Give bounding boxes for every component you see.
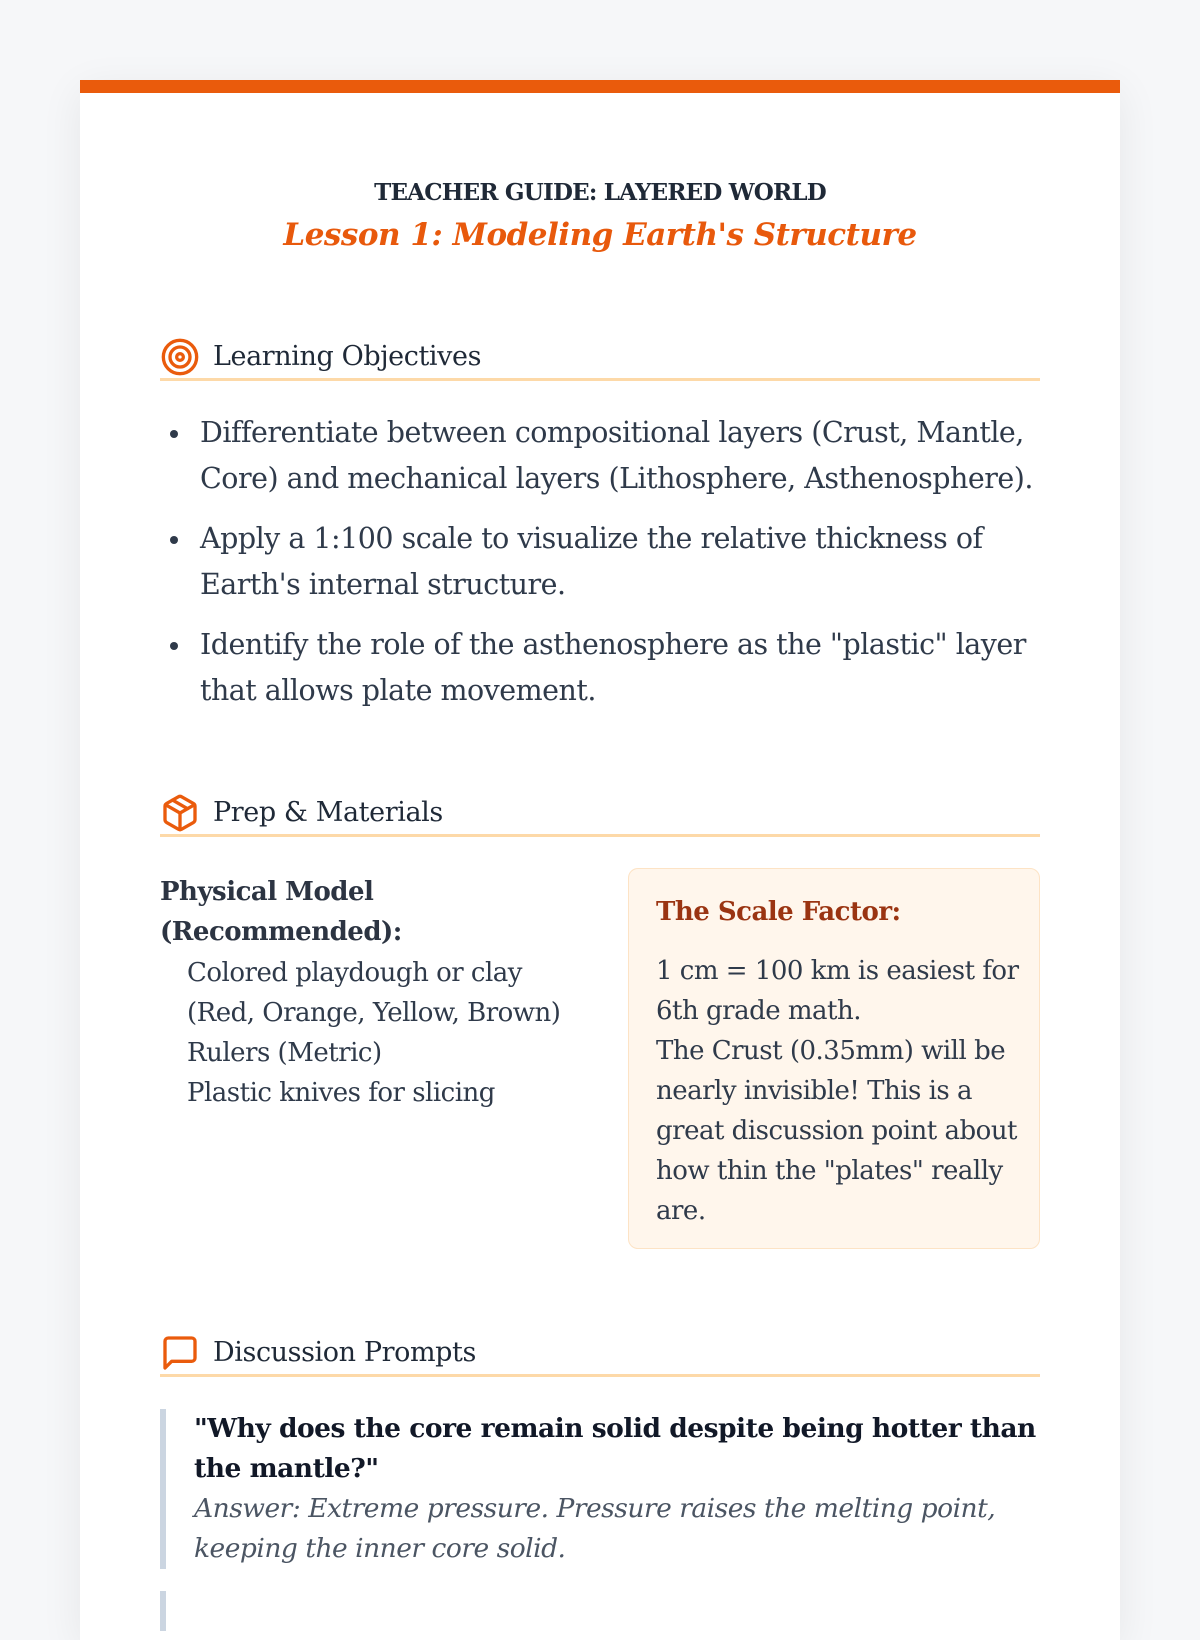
scale-factor-callout — [628, 868, 1040, 1249]
section-title-prep: Prep & Materials — [213, 797, 443, 828]
prompt-answer: Answer: Extreme pressure. Pressure raises the melting point, keeping the inner core solid. — [194, 1493, 996, 1564]
physical-model-title: Physical Model (Recommended): — [160, 877, 402, 947]
section-title-discussion: Discussion Prompts — [213, 1337, 476, 1368]
callout-text: 1 cm = 100 km is easiest for 6th grade math. — [656, 956, 1019, 1026]
section-title-objectives: Learning Objectives — [213, 341, 482, 372]
callout-text: The Crust (0.35mm) will be nearly invisible! This is a great discussion point about how thin the "plates" really are. — [656, 1036, 1018, 1226]
lesson-title: Lesson 1: Modeling Earth's Structure — [283, 217, 917, 253]
teacher-guide-page — [80, 80, 1120, 1640]
objectives-list — [160, 410, 1040, 728]
section-header-discussion — [160, 1319, 1040, 1377]
target-icon — [160, 337, 200, 377]
prompt-question: "Why does the core remain solid despite being hotter than the mantle?" — [194, 1413, 1036, 1484]
discussion-prompt-next — [160, 1591, 1040, 1631]
callout-title: The Scale Factor: — [656, 897, 901, 927]
list-item: Apply a 1:100 scale to visualize the relative thickness of Earth's internal structure. — [160, 516, 1040, 608]
message-square-icon — [160, 1333, 200, 1373]
list-item: Colored playdough or clay — [187, 958, 522, 988]
list-item: Differentiate between compositional layers (Crust, Mantle, Core) and mechanical layers (Lithosphere, Asthenosphere). — [160, 410, 1040, 502]
section-header-prep — [160, 779, 1040, 837]
list-item: Identify the role of the asthenosphere as the "plastic" layer that allows plate movement. — [160, 622, 1040, 714]
callout-body — [656, 951, 1024, 1231]
list-item: Rulers (Metric) — [187, 1038, 382, 1068]
list-item: (Red, Orange, Yellow, Brown) — [187, 998, 561, 1028]
discussion-prompt — [160, 1409, 1040, 1569]
package-icon — [160, 793, 200, 833]
materials-list — [187, 953, 607, 1113]
guide-kicker: TEACHER GUIDE: LAYERED WORLD — [374, 179, 826, 206]
list-item: Plastic knives for slicing — [187, 1078, 495, 1108]
section-header-objectives — [160, 323, 1040, 381]
